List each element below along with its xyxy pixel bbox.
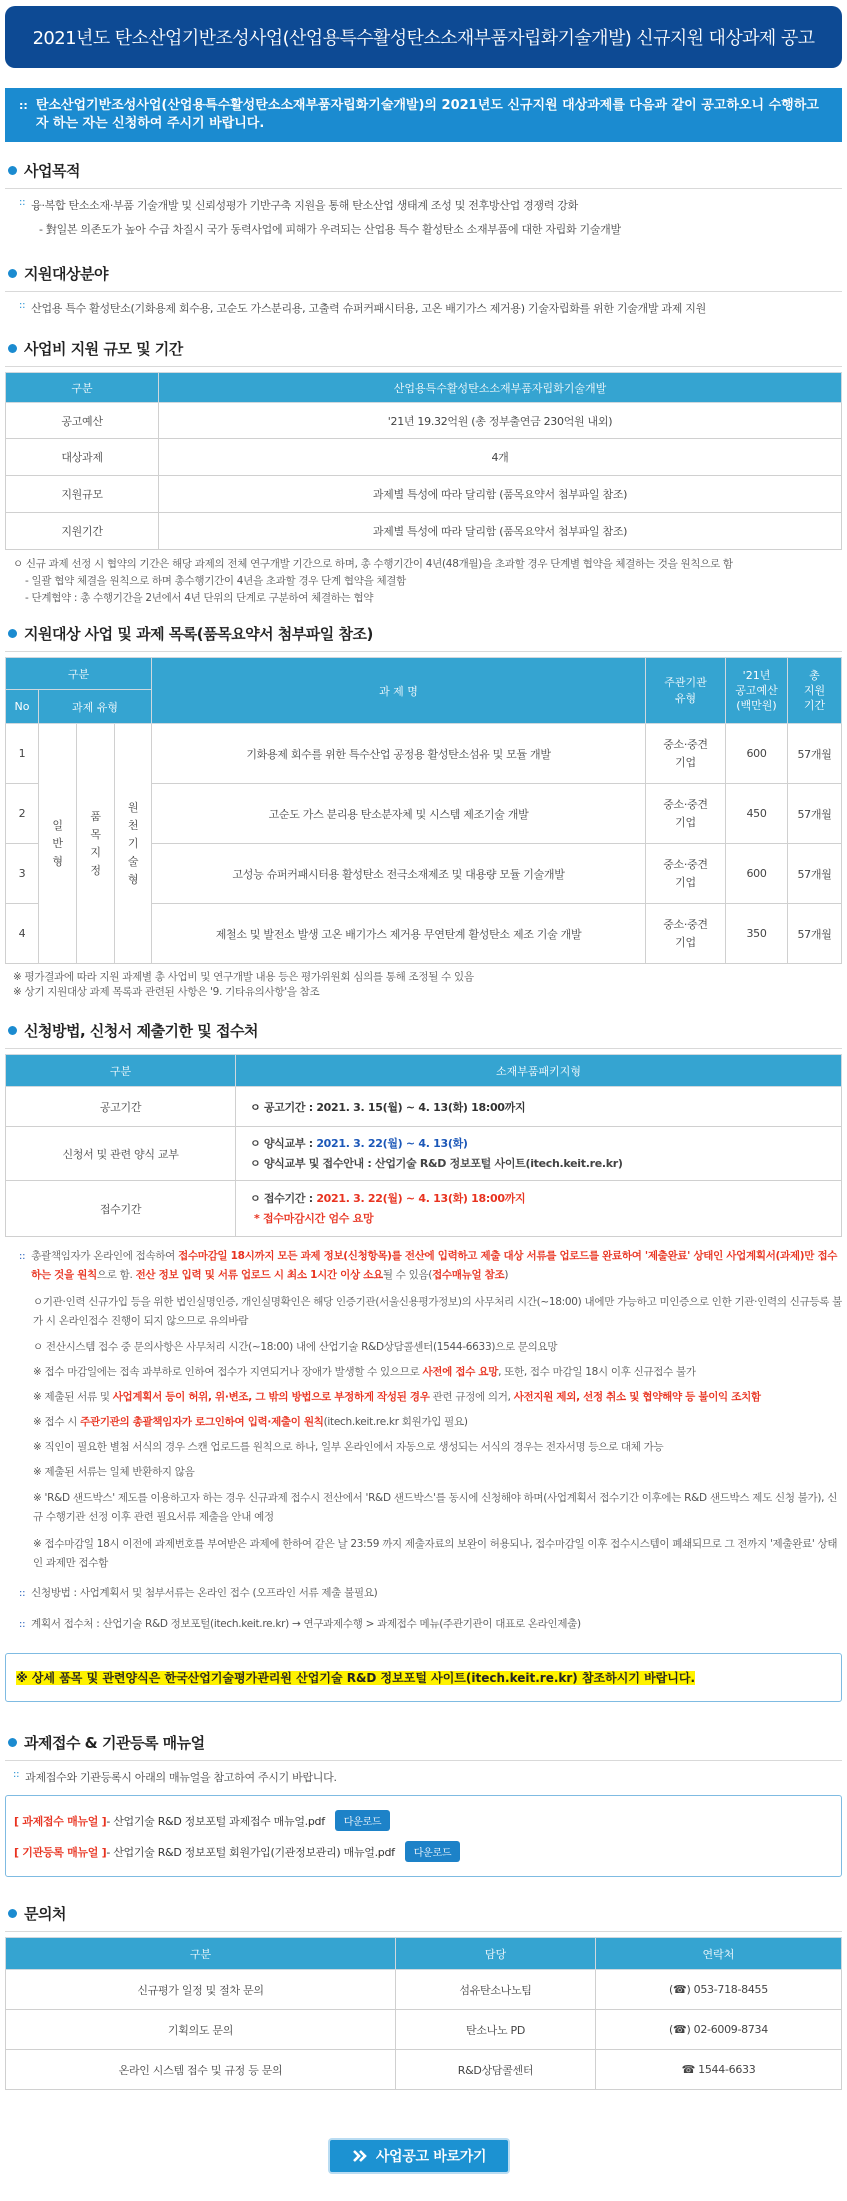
note-part: ※ 접수 시 — [33, 1416, 81, 1428]
header-line: 유형 — [674, 691, 697, 705]
contact-phone: ☎ 1544-6633 — [596, 2050, 842, 2090]
col-header: 연락처 — [596, 1938, 842, 1970]
receipt-period-label: ㅇ 접수기간 : — [250, 1191, 317, 1205]
row-value: 4개 — [159, 439, 842, 476]
org-line: 기업 — [675, 755, 696, 769]
note-emphasis: 주관기관의 총괄책임자가 로그인하여 입력·제출이 원칙 — [80, 1416, 324, 1428]
table-row — [6, 439, 842, 476]
note-emphasis: 사전지원 제외, 선정 취소 및 협약해약 등 불이익 조치함 — [513, 1391, 761, 1403]
scale-note: - 단계협약 : 총 수행기간을 2년에서 4년 단위의 단계로 구분하여 체결하는 협약 — [25, 592, 374, 604]
scale-note: ㅇ 신규 과제 선정 시 협약의 기간은 해당 과제의 전체 연구개발 기간으로 하며, 총 수행기간이 4년(48개월)을 초과할 경우 단계별 협약을 체결하는 것을 원칙으로 함 — [13, 558, 733, 570]
type-cell — [39, 724, 77, 964]
col-header: 과 제 명 — [152, 658, 646, 724]
task-table — [5, 657, 842, 964]
task-period: 57개월 — [788, 784, 842, 844]
form-guide: ㅇ 양식교부 및 접수안내 : 산업기술 R&D 정보포털 사이트(itech.keit.re.kr) — [250, 1156, 623, 1170]
task-budget: 600 — [726, 844, 788, 904]
note-item — [19, 1585, 842, 1602]
form-period-value: 2021. 3. 22(월) ~ 4. 13(화) — [316, 1136, 468, 1150]
note-item: ㅇ 전산시스템 접수 중 문의사항은 사무처리 시간(~18:00) 내에 산업기술 R&D상담콜센터(1544-6633)으로 문의요망 — [33, 1341, 558, 1353]
section-title-text: 신청방법, 신청서 제출기한 및 접수처 — [24, 1022, 258, 1040]
note-emphasis: 접수매뉴얼 참조 — [432, 1269, 505, 1281]
type-char: 품 — [90, 809, 101, 823]
task-period: 57개월 — [788, 844, 842, 904]
manual-file-link[interactable]: - 산업기술 R&D 정보포털 회원가입(기관정보관리) 매뉴얼.pdf — [106, 1845, 395, 1859]
manual-box — [5, 1795, 842, 1877]
square-bullet-icon: :: — [19, 1588, 26, 1599]
note-part: (itech.keit.re.kr 회원가입 필요) — [323, 1416, 468, 1428]
task-note: ※ 평가결과에 따라 지원 과제별 총 사업비 및 연구개발 내용 등은 평가위원회 심의를 통해 조정될 수 있음 — [13, 971, 474, 983]
org-line: 중소·중견 — [663, 737, 708, 751]
divider — [5, 1048, 842, 1049]
type-char: 술 — [127, 854, 139, 868]
note-item — [19, 1616, 842, 1633]
double-chevron-right-icon — [352, 2149, 368, 2163]
type-char: 일 — [52, 818, 63, 832]
col-header — [726, 658, 788, 724]
org-line: 기업 — [675, 815, 696, 829]
divider — [5, 188, 842, 189]
col-header: 과제 유형 — [39, 690, 152, 724]
announcement-link-button[interactable] — [328, 2138, 510, 2174]
task-no: 3 — [6, 844, 39, 904]
square-bullet-icon: :: — [19, 197, 26, 208]
task-org — [646, 784, 726, 844]
type-char: 정 — [90, 863, 101, 877]
org-line: 중소·중견 — [663, 917, 708, 931]
note-part: , 또한, 접수 마감일 18시 이후 신규접수 불가 — [498, 1366, 696, 1378]
type-char: 지 — [90, 845, 101, 859]
scale-note: - 일괄 협약 체결을 원칙으로 하며 총수행기간이 4년을 초과할 경우 단계 협약을 체결함 — [25, 575, 406, 587]
table-row — [6, 2010, 842, 2050]
type-cell — [115, 724, 152, 964]
square-bullet-icon: :: — [19, 300, 26, 311]
table-row — [6, 2050, 842, 2090]
table-row — [6, 1087, 842, 1127]
note-emphasis: 사업계획서 등이 허위, 위·변조, 그 밖의 방법으로 부정하게 작성된 경우 — [112, 1391, 430, 1403]
square-bullet-icon: :: — [13, 1769, 20, 1780]
section-title-text: 문의처 — [24, 1905, 66, 1923]
manual-tag: [ 기관등록 매뉴얼 ] — [14, 1845, 107, 1859]
note-text — [31, 1247, 842, 1285]
task-name: 기화용제 회수를 위한 특수산업 공정용 활성탄소섬유 및 모듈 개발 — [152, 724, 646, 784]
manual-desc-text: 과제접수와 기관등록시 아래의 매뉴얼을 참고하여 주시기 바랍니다. — [25, 1771, 337, 1784]
section-title-text: 사업비 지원 규모 및 기간 — [24, 340, 183, 358]
table-row — [6, 724, 842, 784]
download-button[interactable]: 다운로드 — [405, 1841, 460, 1862]
intro-box — [5, 88, 842, 142]
manual-desc — [5, 1769, 842, 1785]
row-label: 공고예산 — [6, 403, 159, 439]
row-label: 지원규모 — [6, 476, 159, 513]
org-line: 기업 — [675, 875, 696, 889]
row-label: 지원기간 — [6, 513, 159, 550]
col-header: 구분 — [6, 373, 159, 403]
row-value: '21년 19.32억원 (총 정부출연금 230억원 내외) — [159, 403, 842, 439]
contact-phone: (☎) 02-6009-8734 — [596, 2010, 842, 2050]
note-item: ㅇ기관·인력 신규가입 등을 위한 법인실명인증, 개인실명확인은 해당 인증기관(서울신용평가정보)의 사무처리 시간(~18:00) 내에만 가능하고 미인증으로 인한 기관·인력의 신규등록 불가 시 온라인접수 진행이 되지 않으므로 유의바람 — [33, 1296, 843, 1327]
type-cell — [77, 724, 115, 964]
task-org — [646, 904, 726, 964]
note-part: 관련 규정에 의거, — [429, 1391, 514, 1403]
type-char: 반 — [52, 836, 63, 850]
contact-label: 기획의도 문의 — [6, 2010, 396, 2050]
announce-period: ㅇ 공고기간 : 2021. 3. 15(월) ~ 4. 13(화) 18:00까지 — [250, 1100, 526, 1114]
task-no: 4 — [6, 904, 39, 964]
col-header: 구분 — [6, 1938, 396, 1970]
contact-team: 섬유탄소나노팀 — [396, 1970, 596, 2010]
highlight-notice — [5, 1653, 842, 1702]
row-value — [236, 1087, 842, 1127]
purpose-sub: - 對일본 의존도가 높아 수급 차질시 국가 동력사업에 피해가 우려되는 산업용 특수 활성탄소 소재부품에 대한 자립화 기술개발 — [39, 223, 621, 236]
circle-bullet-icon — [8, 1026, 17, 1035]
section-tasks — [5, 623, 842, 644]
org-line: 중소·중견 — [663, 797, 708, 811]
note-part: ※ 제출된 서류 및 — [33, 1391, 113, 1403]
row-label: 공고기간 — [6, 1087, 236, 1127]
section-title-text: 지원대상분야 — [24, 265, 108, 283]
task-org — [646, 724, 726, 784]
manual-file-link[interactable]: - 산업기술 R&D 정보포털 과제접수 매뉴얼.pdf — [106, 1814, 325, 1828]
task-note: ※ 상기 지원대상 과제 목록과 관련된 사항은 '9. 기타유의사항'을 참조 — [13, 986, 320, 998]
divider — [5, 366, 842, 367]
circle-bullet-icon — [8, 269, 17, 278]
table-row — [6, 1127, 842, 1181]
highlight-text: ※ 상세 품목 및 관련양식은 한국산업기술평가관리원 산업기술 R&D 정보포털 사이트(itech.keit.re.kr) 참조하시기 바랍니다. — [16, 1671, 696, 1685]
divider — [5, 1931, 842, 1932]
task-no: 1 — [6, 724, 39, 784]
section-contact — [5, 1903, 842, 1924]
header-line: 총 — [809, 669, 820, 682]
note-item — [19, 1364, 842, 1381]
contact-team: R&D상담콜센터 — [396, 2050, 596, 2090]
table-row — [6, 513, 842, 550]
task-period: 57개월 — [788, 904, 842, 964]
note-item — [19, 1389, 842, 1406]
col-header: 소재부품패키지형 — [236, 1055, 842, 1087]
contact-table — [5, 1937, 842, 2090]
task-period: 57개월 — [788, 724, 842, 784]
col-header: 구분 — [6, 658, 152, 690]
page — [0, 6, 847, 2201]
form-period — [250, 1134, 841, 1154]
manual-item — [14, 1810, 833, 1831]
note-item: ※ 제출된 서류는 일체 반환하지 않음 — [33, 1466, 195, 1478]
note-part: 될 수 있음( — [382, 1269, 433, 1281]
contact-phone: (☎) 053-718-8455 — [596, 1970, 842, 2010]
field-line — [5, 300, 842, 316]
type-char: 천 — [127, 818, 139, 832]
task-name: 고순도 가스 분리용 탄소분자체 및 시스템 제조기술 개발 — [152, 784, 646, 844]
row-value — [236, 1127, 842, 1181]
col-header — [646, 658, 726, 724]
section-title-text: 사업목적 — [24, 162, 80, 180]
table-row — [6, 403, 842, 439]
note-emphasis: 접수마감일 18시까지 모든 과제 정보(신청항목)를 전산에 입력하고 제출 대상 서류를 업로드를 완료하여 '제출완료' 상태인 사업계획서(과제)만 접수하는 것을 원칙 — [31, 1250, 838, 1281]
type-char: 원 — [127, 800, 139, 814]
manual-item — [14, 1841, 833, 1862]
task-name: 제철소 및 발전소 발생 고온 배기가스 제거용 무연탄계 활성탄소 제조 기술 개발 — [152, 904, 646, 964]
scale-table — [5, 372, 842, 550]
note-part: 으로 함. — [96, 1269, 136, 1281]
row-label: 신청서 및 관련 양식 교부 — [6, 1127, 236, 1181]
note-text: 신청방법 : 사업계획서 및 첨부서류는 온라인 접수 (오프라인 서류 제출 불필요) — [31, 1587, 378, 1599]
circle-bullet-icon — [8, 344, 17, 353]
header-line: 기간 — [803, 699, 826, 712]
task-budget: 600 — [726, 724, 788, 784]
form-period-label: ㅇ 양식교부 : — [250, 1136, 317, 1150]
divider — [5, 291, 842, 292]
org-line: 기업 — [675, 935, 696, 949]
note-item: ※ 접수마감일 18시 이전에 과제번호를 부여받은 과제에 한하여 같은 날 23:59 까지 제출자료의 보완이 허용되나, 접수마감일 이후 접수시스템이 폐쇄되므로 그 전까지 '제출완료' 상태인 과제만 접수함 — [33, 1538, 838, 1569]
square-bullet-icon: :: — [19, 1251, 26, 1262]
col-header: 담당 — [396, 1938, 596, 1970]
note-emphasis: 전산 정보 입력 및 서류 업로드 시 최소 1시간 이상 소요 — [135, 1269, 383, 1281]
header-line: '21년 — [742, 669, 771, 682]
section-title-text: 과제접수 & 기관등록 매뉴얼 — [24, 1734, 205, 1752]
contact-label: 신규평가 일정 및 절차 문의 — [6, 1970, 396, 2010]
section-scale — [5, 338, 842, 359]
header-line: 지원 — [803, 684, 826, 697]
section-title-text: 지원대상 사업 및 과제 목록(품목요약서 첨부파일 참조) — [24, 625, 373, 643]
col-header: 산업용특수활성탄소소재부품자립화기술개발 — [159, 373, 842, 403]
task-no: 2 — [6, 784, 39, 844]
note-item — [19, 1247, 842, 1285]
header-line: 공고예산 — [735, 684, 778, 697]
task-name: 고성능 슈퍼커패시터용 활성탄소 전극소재제조 및 대용량 모듈 기술개발 — [152, 844, 646, 904]
table-row — [6, 1181, 842, 1237]
note-emphasis: 사전에 접수 요망 — [422, 1366, 499, 1378]
note-text: 계획서 접수처 : 산업기술 R&D 정보포털(itech.keit.re.kr) → 연구과제수행 > 과제접수 메뉴(주관기관이 대표로 온라인제출) — [31, 1618, 581, 1630]
note-part: 총괄책임자가 온라인에 접속하여 — [31, 1250, 179, 1262]
col-header: No — [6, 690, 39, 724]
circle-bullet-icon — [8, 629, 17, 638]
type-char: 목 — [90, 827, 101, 841]
receipt-warning: * 접수마감시간 엄수 요망 — [254, 1211, 374, 1225]
section-manual — [5, 1732, 842, 1753]
section-purpose — [5, 160, 842, 181]
manual-tag: [ 과제접수 매뉴얼 ] — [14, 1814, 107, 1828]
divider — [5, 1760, 842, 1761]
task-org — [646, 844, 726, 904]
circle-bullet-icon — [8, 1909, 17, 1918]
row-label: 접수기간 — [6, 1181, 236, 1237]
task-budget: 350 — [726, 904, 788, 964]
type-char: 기 — [127, 836, 139, 850]
table-row — [6, 476, 842, 513]
type-char: 형 — [52, 854, 63, 868]
section-apply — [5, 1020, 842, 1041]
intro-text: 탄소산업기반조성사업(산업용특수활성탄소소재부품자립화기술개발)의 2021년도 신규지원 대상과제를 다음과 같이 공고하오니 수행하고자 하는 자는 신청하여 주시기 바랍니다. — [35, 98, 819, 131]
table-row — [6, 1970, 842, 2010]
note-item: ※ 'R&D 샌드박스' 제도를 이용하고자 하는 경우 신규과제 접수시 전산에서 'R&D 샌드박스'를 동시에 신청해야 하며(사업계획서 접수기간 이후에는 R&D 샌드박스 제도 신청 불가), 신규 수행기관 선정 이후 관련 필요서류 제출을 안내 예정 — [33, 1492, 838, 1523]
contact-label: 온라인 시스템 접수 및 규정 등 문의 — [6, 2050, 396, 2090]
download-button[interactable]: 다운로드 — [335, 1810, 390, 1831]
purpose-line — [5, 197, 842, 213]
circle-bullet-icon — [8, 1738, 17, 1747]
org-line: 중소·중견 — [663, 857, 708, 871]
receipt-period — [250, 1189, 841, 1209]
row-value: 과제별 특성에 따라 달리함 (품목요약서 첨부파일 참조) — [159, 476, 842, 513]
section-field — [5, 263, 842, 284]
row-value — [236, 1181, 842, 1237]
purpose-text: 융·복합 탄소소재·부품 기술개발 및 신뢰성평가 기반구축 지원을 통해 탄소산업 생태계 조성 및 전후방산업 경쟁력 강화 — [31, 199, 578, 212]
task-budget: 450 — [726, 784, 788, 844]
notes-block — [5, 1247, 842, 1633]
field-text: 산업용 특수 활성탄소(기화용제 회수용, 고순도 가스분리용, 고출력 슈퍼커패시터용, 고온 배기가스 제거용) 기술자립화를 위한 기술개발 과제 지원 — [31, 302, 706, 315]
note-part: ※ 접수 마감일에는 접속 과부하로 인하여 접수가 지연되거나 장애가 발생할 수 있으므로 — [33, 1366, 423, 1378]
receipt-period-value: 2021. 3. 22(월) ~ 4. 13(화) 18:00까지 — [316, 1191, 526, 1205]
contact-team: 탄소나노 PD — [396, 2010, 596, 2050]
bullet-icon: :: — [19, 99, 28, 112]
divider — [5, 651, 842, 652]
square-bullet-icon: :: — [19, 1619, 26, 1630]
note-item: ※ 직인이 필요한 별첨 서식의 경우 스캔 업로드를 원칙으로 하나, 일부 온라인에서 자동으로 생성되는 서식의 경우는 전자서명 등으로 대체 가능 — [33, 1441, 664, 1453]
row-value: 과제별 특성에 따라 달리함 (품목요약서 첨부파일 참조) — [159, 513, 842, 550]
row-label: 대상과제 — [6, 439, 159, 476]
apply-table — [5, 1054, 842, 1237]
col-header: 구분 — [6, 1055, 236, 1087]
circle-bullet-icon — [8, 166, 17, 175]
note-part: ) — [504, 1269, 509, 1281]
header-line: 주관기관 — [664, 675, 707, 689]
announcement-link-label: 사업공고 바로가기 — [375, 2149, 487, 2165]
note-item — [19, 1414, 842, 1431]
header-line: (백만원) — [736, 699, 777, 712]
col-header — [788, 658, 842, 724]
type-char: 형 — [127, 872, 139, 886]
page-title: 2021년도 탄소산업기반조성사업(산업용특수활성탄소소재부품자립화기술개발) 신규지원 대상과제 공고 — [5, 6, 842, 68]
